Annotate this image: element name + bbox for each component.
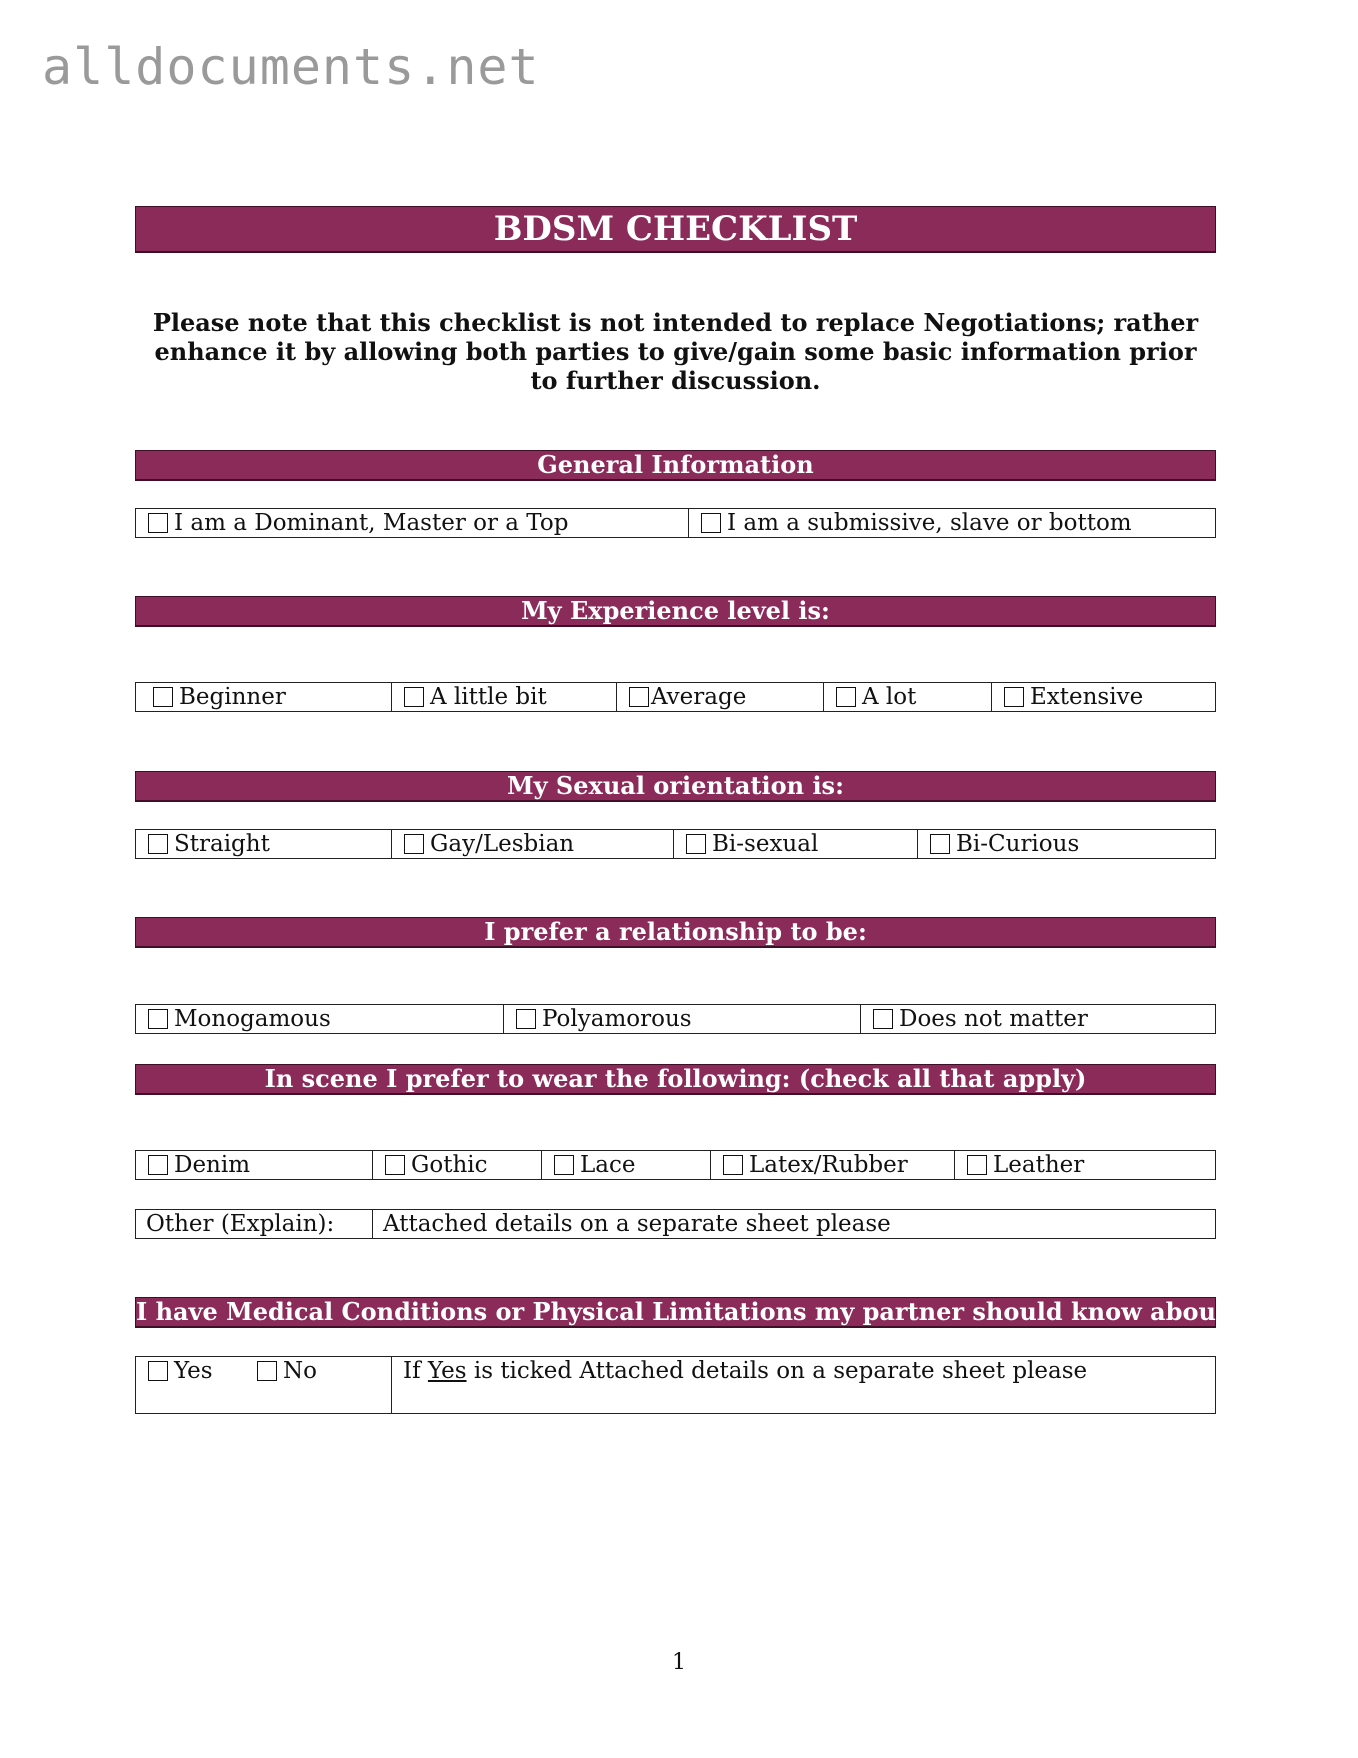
relationship-row bbox=[135, 1004, 1216, 1034]
checkbox[interactable] bbox=[836, 687, 856, 707]
checkbox[interactable] bbox=[404, 834, 424, 854]
relationship-cell-2 bbox=[503, 1005, 860, 1033]
checkbox[interactable] bbox=[257, 1361, 277, 1381]
relationship-cell-1 bbox=[136, 1005, 503, 1033]
option-extensive[interactable] bbox=[1004, 683, 1143, 711]
orientation-row bbox=[135, 829, 1216, 859]
medical-text-suffix: is ticked Attached details on a separate sheet please bbox=[466, 1358, 1088, 1384]
checkbox[interactable] bbox=[1004, 687, 1024, 707]
experience-cell-4 bbox=[823, 683, 991, 711]
relationship-cell-3 bbox=[860, 1005, 1215, 1033]
option-label: Denim bbox=[174, 1152, 251, 1178]
other-label: Other (Explain): bbox=[146, 1211, 335, 1237]
option-label: Bi-Curious bbox=[956, 831, 1080, 857]
section-wear-heading: In scene I prefer to wear the following: (check all that apply) bbox=[135, 1064, 1216, 1094]
checkbox[interactable] bbox=[629, 687, 649, 707]
option-straight[interactable] bbox=[148, 830, 270, 858]
option-label: Straight bbox=[174, 831, 270, 857]
experience-row bbox=[135, 682, 1216, 712]
option-label: Beginner bbox=[179, 684, 286, 710]
option-label: Bi-sexual bbox=[712, 831, 819, 857]
general-cell-2 bbox=[688, 509, 1215, 537]
checkbox[interactable] bbox=[148, 1361, 168, 1381]
checkbox[interactable] bbox=[930, 834, 950, 854]
checkbox[interactable] bbox=[148, 1155, 168, 1175]
experience-cell-1 bbox=[136, 683, 391, 711]
checkbox[interactable] bbox=[516, 1009, 536, 1029]
general-row bbox=[135, 508, 1216, 538]
orientation-cell-2 bbox=[391, 830, 673, 858]
wear-cell-2 bbox=[372, 1151, 541, 1179]
orientation-cell-4 bbox=[917, 830, 1215, 858]
option-label: Yes bbox=[174, 1358, 213, 1384]
checkbox[interactable] bbox=[967, 1155, 987, 1175]
intro-note: Please note that this checklist is not intended to replace Negotiations; rather enhance it by allowing both parties to give/gain some basic information prior to further discussion. bbox=[152, 308, 1199, 395]
checkbox[interactable] bbox=[723, 1155, 743, 1175]
section-relationship-heading: I prefer a relationship to be: bbox=[135, 917, 1216, 947]
orientation-cell-3 bbox=[673, 830, 917, 858]
medical-text-prefix: If bbox=[403, 1358, 428, 1384]
section-orientation-heading: My Sexual orientation is: bbox=[135, 771, 1216, 801]
medical-text-yes: Yes bbox=[427, 1358, 467, 1384]
checkbox[interactable] bbox=[148, 834, 168, 854]
option-label: I am a Dominant, Master or a Top bbox=[174, 510, 569, 536]
wear-other-row bbox=[135, 1209, 1216, 1239]
option-yes[interactable] bbox=[148, 1357, 213, 1385]
option-gay-lesbian[interactable] bbox=[404, 830, 574, 858]
option-label: Leather bbox=[993, 1152, 1085, 1178]
checkbox[interactable] bbox=[404, 687, 424, 707]
section-general-heading: General Information bbox=[135, 450, 1216, 480]
option-submissive[interactable] bbox=[701, 509, 1132, 537]
checkbox[interactable] bbox=[385, 1155, 405, 1175]
option-label: Lace bbox=[580, 1152, 636, 1178]
wear-cell-4 bbox=[710, 1151, 954, 1179]
option-bi-curious[interactable] bbox=[930, 830, 1079, 858]
experience-cell-2 bbox=[391, 683, 616, 711]
checkbox[interactable] bbox=[153, 687, 173, 707]
option-does-not-matter[interactable] bbox=[873, 1005, 1088, 1033]
option-label: Gothic bbox=[411, 1152, 488, 1178]
option-bi-sexual[interactable] bbox=[686, 830, 818, 858]
option-gothic[interactable] bbox=[385, 1151, 488, 1179]
page-title: BDSM CHECKLIST bbox=[135, 206, 1216, 252]
wear-cell-5 bbox=[954, 1151, 1215, 1179]
option-label: Extensive bbox=[1030, 684, 1144, 710]
option-a-lot[interactable] bbox=[836, 683, 916, 711]
option-denim[interactable] bbox=[148, 1151, 250, 1179]
wear-row bbox=[135, 1150, 1216, 1180]
checkbox[interactable] bbox=[554, 1155, 574, 1175]
checkbox[interactable] bbox=[148, 513, 168, 533]
experience-cell-3 bbox=[616, 683, 823, 711]
page-number: 1 bbox=[672, 1650, 686, 1675]
option-a-little-bit[interactable] bbox=[404, 683, 547, 711]
option-average[interactable] bbox=[629, 683, 746, 711]
checkbox[interactable] bbox=[873, 1009, 893, 1029]
option-label: Gay/Lesbian bbox=[430, 831, 575, 857]
option-leather[interactable] bbox=[967, 1151, 1084, 1179]
option-monogamous[interactable] bbox=[148, 1005, 331, 1033]
option-label: Latex/Rubber bbox=[749, 1152, 908, 1178]
other-explain-field[interactable]: Attached details on a separate sheet please bbox=[372, 1210, 1215, 1238]
option-latex-rubber[interactable] bbox=[723, 1151, 908, 1179]
option-no[interactable] bbox=[257, 1357, 317, 1385]
option-label: No bbox=[283, 1358, 317, 1384]
checkbox[interactable] bbox=[148, 1009, 168, 1029]
option-beginner[interactable] bbox=[153, 683, 286, 711]
orientation-cell-1 bbox=[136, 830, 391, 858]
medical-details-field[interactable] bbox=[391, 1357, 1215, 1413]
watermark: alldocuments.net bbox=[42, 38, 540, 96]
medical-cell-1 bbox=[136, 1357, 391, 1413]
option-label: I am a submissive, slave or bottom bbox=[727, 510, 1132, 536]
experience-cell-5 bbox=[991, 683, 1215, 711]
option-label: Monogamous bbox=[174, 1006, 331, 1032]
option-polyamorous[interactable] bbox=[516, 1005, 692, 1033]
checkbox[interactable] bbox=[701, 513, 721, 533]
option-label: A little bit bbox=[430, 684, 547, 710]
section-medical-heading: I have Medical Conditions or Physical Limitations my partner should know about bbox=[136, 1297, 1228, 1326]
option-label: Does not matter bbox=[899, 1006, 1088, 1032]
general-cell-1 bbox=[136, 509, 688, 537]
option-lace[interactable] bbox=[554, 1151, 635, 1179]
option-label: A lot bbox=[862, 684, 917, 710]
option-label: Polyamorous bbox=[542, 1006, 692, 1032]
checkbox[interactable] bbox=[686, 834, 706, 854]
option-label: Average bbox=[651, 684, 747, 710]
wear-cell-1 bbox=[136, 1151, 372, 1179]
wear-cell-3 bbox=[541, 1151, 710, 1179]
section-experience-heading: My Experience level is: bbox=[135, 596, 1216, 626]
option-dominant[interactable] bbox=[148, 509, 568, 537]
medical-row bbox=[135, 1356, 1216, 1414]
